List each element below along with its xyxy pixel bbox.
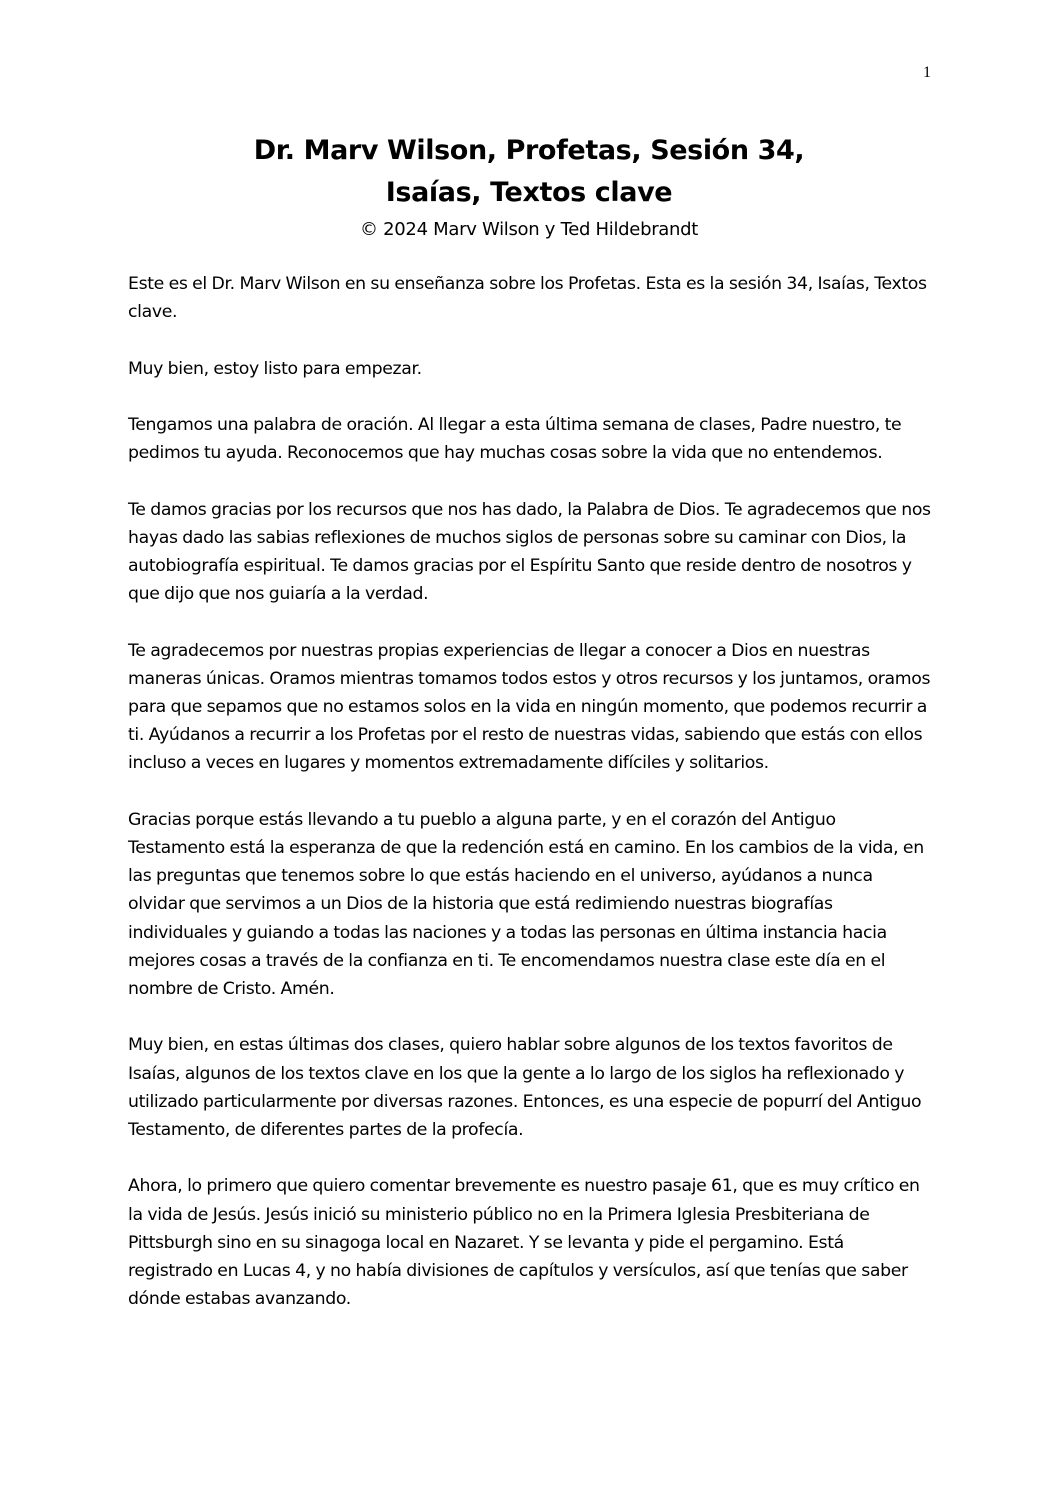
document-body: [128, 270, 933, 1342]
paragraph-passage-61: Ahora, lo primero que quiero comentar brevemente es nuestro pasaje 61, que es muy crítico en la vida de Jesús. Jesús inició su ministerio público no en la Primera Iglesia Presbiteriana de Pittsburgh sino en su sinagoga local en Nazaret. Y se levanta y pide el pergamino. Está registrado en Lucas 4, y no había divisiones de capítulos y versículos, así que tenías que saber dónde estabas avanzando.: [128, 1176, 920, 1310]
paragraph-prayer-closing: Gracias porque estás llevando a tu pueblo a alguna parte, y en el corazón del Antiguo Testamento está la esperanza de que la redención está en camino. En los cambios de la vida, en las preguntas que tenemos sobre lo que estás haciendo en el universo, ayúdanos a nunca olvidar que servimos a un Dios de la historia que está redimiendo nuestras biografías individuales y guiando a todas las naciones y a todas las personas en última instancia hacia mejores cosas a través de la confianza en ti. Te encomendamos nuestra clase este día en el nombre de Cristo. Amén.: [128, 809, 924, 999]
paragraph-prayer-resources: Te damos gracias por los recursos que nos has dado, la Palabra de Dios. Te agradecemos que nos hayas dado las sabias reflexiones de muchos siglos de personas sobre su caminar con Dios, la autobiografía espiritual. Te damos gracias por el Espíritu Santo que reside dentro de nosotros y que dijo que nos guiaría a la verdad.: [128, 499, 931, 605]
paragraph-prayer-opening: Tengamos una palabra de oración. Al llegar a esta última semana de clases, Padre nuestro, te pedimos tu ayuda. Reconocemos que hay muchas cosas sobre la vida que no entendemos.: [128, 414, 902, 464]
page-number: 1: [923, 64, 931, 81]
paragraph-intro: Este es el Dr. Marv Wilson en su enseñanza sobre los Profetas. Esta es la sesión 34, Isaías, Textos clave.: [128, 274, 927, 323]
document-header: [0, 130, 1058, 244]
paragraph-ready: Muy bien, estoy listo para empezar.: [128, 358, 422, 379]
document-title-line-2: Isaías, Textos clave: [385, 177, 673, 208]
paragraph-prayer-experiences: Te agradecemos por nuestras propias experiencias de llegar a conocer a Dios en nuestras maneras únicas. Oramos mientras tomamos todos estos y otros recursos y los juntamos, oramos para que sepamos que no estamos solos en la vida en ningún momento, que podemos recurrir a ti. Ayúdanos a recurrir a los Profetas por el resto de nuestras vidas, sabiendo que estás con ellos incluso a veces en lugares y momentos extremadamente difíciles y solitarios.: [128, 640, 931, 774]
document-title-line-1: Dr. Marv Wilson, Profetas, Sesión 34,: [253, 135, 805, 166]
paragraph-key-texts: Muy bien, en estas últimas dos clases, quiero hablar sobre algunos de los textos favoritos de Isaías, algunos de los textos clave en los que la gente a lo largo de los siglos ha reflexionado y utilizado particularmente por diversas razones. Entonces, es una especie de popurrí del Antiguo Testamento, de diferentes partes de la profecía.: [128, 1035, 922, 1140]
copyright-notice: © 2024 Marv Wilson y Ted Hildebrandt: [359, 219, 699, 240]
